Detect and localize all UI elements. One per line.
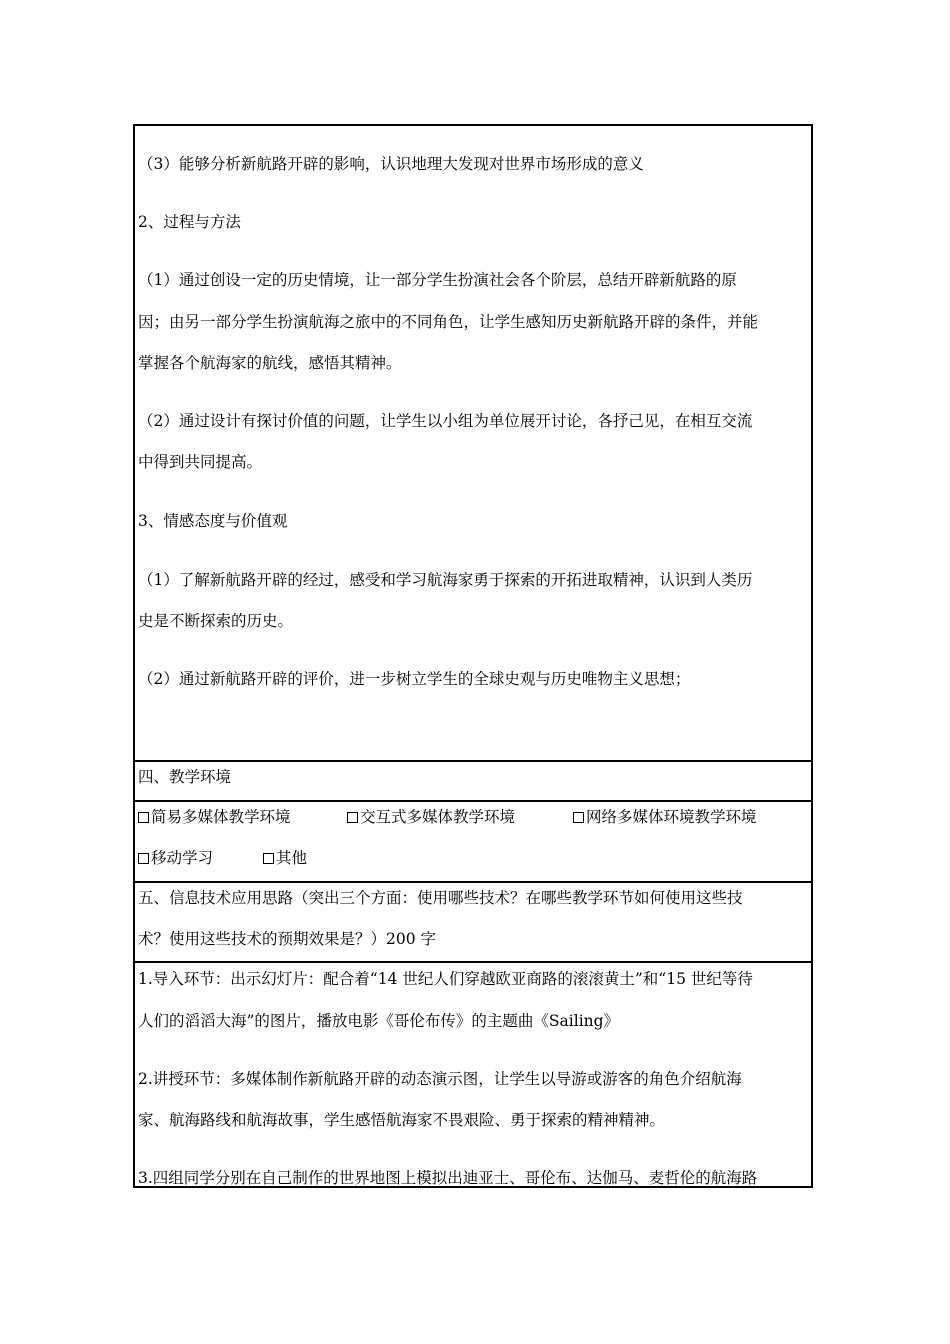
process-1-line1: （1）通过创设一定的历史情境，让一部分学生扮演社会各个阶层，总结开辟新航路的原 bbox=[138, 271, 737, 289]
option-simple-multimedia[interactable] bbox=[138, 807, 291, 827]
process-heading: 2、过程与方法 bbox=[138, 213, 241, 231]
item3-line1: 3.四组同学分别在自己制作的世界地图上模拟出迪亚士、哥伦布、达伽马、麦哲伦的航海路 bbox=[138, 1169, 758, 1187]
option-network-multimedia[interactable] bbox=[573, 807, 757, 827]
row-divider bbox=[135, 881, 811, 883]
option-interactive-multimedia[interactable] bbox=[347, 807, 515, 827]
process-2-line2: 中得到共同提高。 bbox=[138, 453, 263, 471]
section4-heading: 四、教学环境 bbox=[138, 768, 232, 786]
section5-heading-line1: 五、信息技术应用思路（突出三个方面：使用哪些技术？在哪些教学环节如何使用这些技 bbox=[138, 889, 743, 907]
emotion-2: （2）通过新航路开辟的评价，进一步树立学生的全球史观与历史唯物主义思想； bbox=[138, 670, 691, 688]
process-1-line2: 因；由另一部分学生扮演航海之旅中的不同角色，让学生感知历史新航路开辟的条件，并能 bbox=[138, 313, 759, 331]
option-label: 移动学习 bbox=[151, 849, 214, 867]
option-label: 交互式多媒体教学环境 bbox=[360, 808, 516, 826]
row-divider bbox=[135, 961, 811, 963]
item1-line2: 人们的滔滔大海”的图片，播放电影《哥伦布传》的主题曲《Sailing》 bbox=[138, 1012, 620, 1030]
emotion-1-line2: 史是不断探索的历史。 bbox=[138, 612, 294, 630]
option-label: 简易多媒体教学环境 bbox=[151, 808, 291, 826]
checkbox-icon bbox=[138, 853, 149, 864]
row-divider bbox=[135, 760, 811, 762]
checkbox-icon bbox=[347, 812, 358, 823]
option-label: 其他 bbox=[276, 849, 308, 867]
process-1-line3: 掌握各个航海家的航线，感悟其精神。 bbox=[138, 354, 402, 372]
emotion-heading: 3、情感态度与价值观 bbox=[138, 512, 288, 530]
option-other[interactable] bbox=[263, 848, 307, 868]
row-divider bbox=[135, 800, 811, 802]
objective-3: （3）能够分析新航路开辟的影响，认识地理大发现对世界市场形成的意义 bbox=[138, 155, 644, 173]
checkbox-icon bbox=[573, 812, 584, 823]
item2-line1: 2.讲授环节：多媒体制作新航路开辟的动态演示图，让学生以导游或游客的角色介绍航海 bbox=[138, 1070, 742, 1088]
checkbox-icon bbox=[263, 853, 274, 864]
checkbox-icon bbox=[138, 812, 149, 823]
emotion-1-line1: （1）了解新航路开辟的经过，感受和学习航海家勇于探索的开拓进取精神，认识到人类历 bbox=[138, 571, 753, 589]
process-2-line1: （2）通过设计有探讨价值的问题，让学生以小组为单位展开讨论，各抒己见，在相互交流 bbox=[138, 412, 753, 430]
item2-line2: 家、航海路线和航海故事，学生感悟航海家不畏艰险、勇于探索的精神精神。 bbox=[138, 1111, 666, 1129]
item1-line1: 1.导入环节：出示幻灯片：配合着“14 世纪人们穿越欧亚商路的滚滚黄土”和“15 世纪等待 bbox=[138, 970, 753, 988]
option-label: 网络多媒体环境教学环境 bbox=[586, 808, 757, 826]
section5-heading-line2: 术？使用这些技术的预期效果是？）200 字 bbox=[138, 930, 437, 948]
lesson-plan-table bbox=[133, 124, 813, 1188]
option-mobile-learning[interactable] bbox=[138, 848, 213, 868]
